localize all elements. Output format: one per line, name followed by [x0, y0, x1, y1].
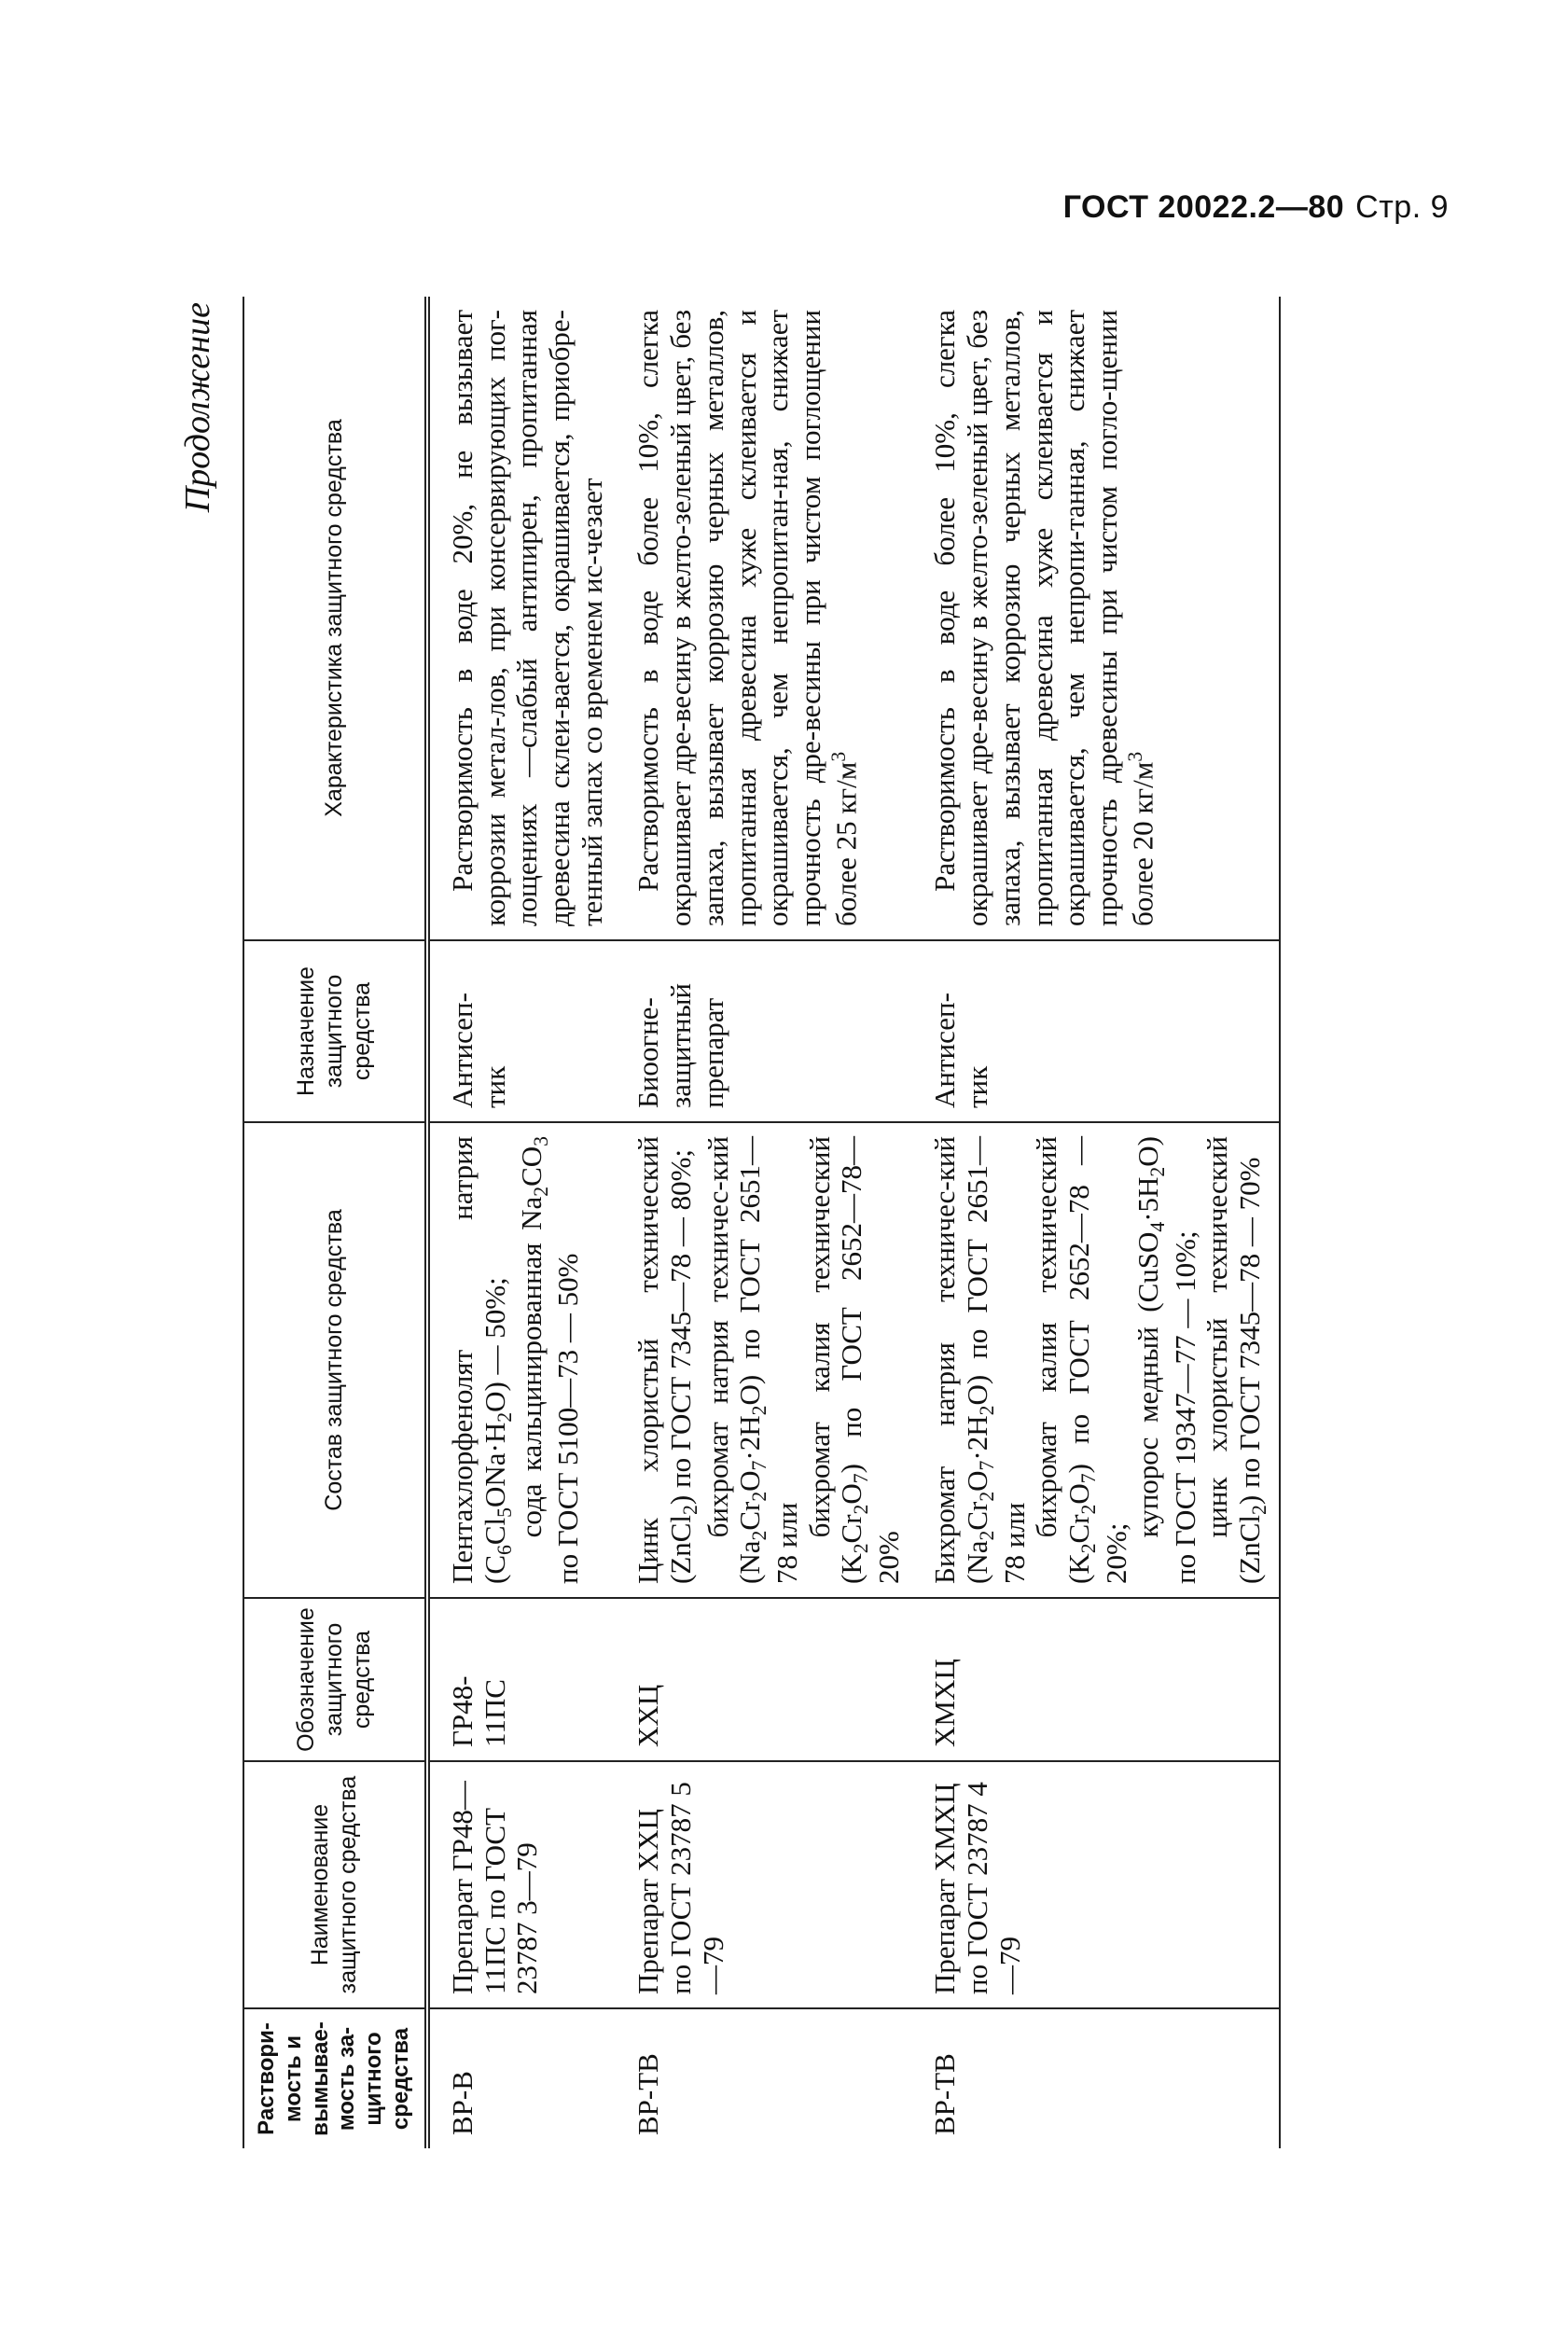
superscript: 3 [1123, 751, 1146, 762]
subscript: 4 [1146, 1221, 1170, 1232]
subscript: 2 [530, 1186, 553, 1197]
cell-characteristic [427, 297, 617, 940]
column-header-designation: Обозначение защитного средства [243, 1598, 427, 1761]
subscript: 2 [748, 1405, 771, 1416]
subscript: 2 [1146, 1166, 1170, 1177]
cell-designation: ХХЦ [616, 1598, 912, 1761]
cell-composition [912, 1122, 1279, 1598]
subscript: 2 [850, 1504, 873, 1515]
subscript: 2 [1077, 1504, 1101, 1515]
subscript: 2 [976, 1530, 999, 1541]
protective-agents-table [243, 297, 1281, 2148]
cell-name: Препарат ХМХЦ по ГОСТ 23787 4—79 [912, 1761, 1279, 2008]
composition-line: сода кальцинированная $Na_2CO_3$ по ГОСТ 5100—73 — 50% [514, 1136, 585, 1584]
composition-line: бихромат калия технический $(K_2Cr_2O_7)$ по ГОСТ 2652—78 — 20%; [1030, 1136, 1132, 1584]
cell-characteristic [912, 297, 1279, 940]
subscript: 6 [493, 1545, 516, 1555]
cell-purpose: Антисеп-тик [912, 940, 1279, 1122]
cell-solubility: ВР-ТВ [631, 2053, 665, 2135]
standard-number: ГОСТ 20022.2—80 [1062, 189, 1345, 225]
composition-line: бихромат натрия техничес-кий $(Na_2Cr_2O_7\cdot 2H_2O)$ по ГОСТ 2651—78 или [701, 1136, 803, 1584]
continuation-label: Продолжение [178, 302, 217, 513]
subscript: 2 [748, 1491, 771, 1502]
table-row [616, 297, 912, 2148]
cell-purpose: Биоогне-защитный препарат [616, 940, 912, 1122]
column-header-purpose: Назначение защитного средства [243, 940, 427, 1122]
table-row [427, 297, 617, 2148]
column-header-name: Наименование защитного средства [243, 1761, 427, 2008]
composition-line: Пентахлорфенолят натрия $(C_6Cl_5ONa\cdot H_2O)$ — 50%; [445, 1136, 516, 1584]
subscript: 7 [1077, 1473, 1101, 1484]
cell-solubility: ВР-ТВ [912, 2008, 1279, 2148]
column-header-characteristic: Характеристика защитного средства [243, 297, 427, 940]
subscript: 2 [1077, 1543, 1101, 1554]
subscript: 7 [976, 1460, 999, 1471]
subscript: 2 [1248, 1505, 1271, 1515]
composition-line: цинк хлористый технический (ZnCl$_2$) по ГОСТ 7345—78 — 70% [1200, 1136, 1271, 1584]
characteristic-text: Растворимость в воде более 10%, слегка окрашивает дре-весину в желто-зеленый цвет, без запаха, вызывает коррозию черных металлов, пропитанная древесина хуже склеивается и окрашивается, чем непропитан-ная, снижает прочность дре-весины при чистом поглощении более 25 $кг/м^3$ [631, 310, 863, 926]
column-header-solubility: Раствори-мость и вымывае-мость за-щитного средства [243, 2008, 427, 2148]
subscript: 2 [976, 1405, 999, 1416]
subscript: 3 [530, 1136, 553, 1146]
cell-name: Препарат ХХЦ по ГОСТ 23787 5—79 [616, 1761, 912, 2008]
subscript: 2 [679, 1505, 702, 1515]
cell-name: Препарат ГР48—11ПС по ГОСТ 23787 3—79 [427, 1761, 617, 2008]
composition-line: Цинк хлористый технический (ZnCl$_2$) по ГОСТ 7345—78 — 80%; [631, 1136, 702, 1584]
page-number: Стр. 9 [1355, 189, 1449, 225]
cell-solubility: ВР-В [445, 2071, 479, 2135]
composition-line: купорос медный $(CuSO_4\cdot 5H_2O)$ по ГОСТ 19347—77 — 10%; [1131, 1136, 1201, 1584]
column-header-composition: Состав защитного средства [243, 1122, 427, 1598]
composition-line: Бихромат натрия техничес-кий $(Na_2Cr_2O_7\cdot 2H_2O)$ по ГОСТ 2651—78 или [928, 1136, 1031, 1584]
composition-line: бихромат калия технический $(K_2Cr_2O_7)$ по ГОСТ 2652—78— 20% [802, 1136, 905, 1584]
cell-designation: ГР48-11ПС [427, 1598, 617, 1761]
table-header-row [243, 297, 427, 2148]
superscript: 3 [826, 751, 850, 762]
cell-composition [616, 1122, 912, 1598]
cell-characteristic [616, 297, 912, 940]
table-row [912, 297, 1279, 2148]
subscript: 7 [850, 1473, 873, 1484]
cell-composition [427, 1122, 617, 1598]
subscript: 2 [493, 1411, 516, 1423]
characteristic-text: Растворимость в воде 20%, не вызывает коррозии метал-лов, при консервирующих пог-лощениях —слабый антипирен, пропитанная древесина склеи-вается, окрашивается, приобре-тенный запах со временем ис-чезает [445, 310, 608, 926]
subscript: 2 [976, 1491, 999, 1502]
subscript: 2 [748, 1530, 771, 1541]
page-header [1063, 189, 1449, 226]
subscript: 2 [850, 1543, 873, 1554]
subscript: 7 [748, 1460, 771, 1471]
cell-purpose: Антисеп-тик [427, 940, 617, 1122]
rotated-table-block [177, 297, 1464, 2148]
subscript: 5 [493, 1507, 516, 1518]
cell-designation: ХМХЦ [912, 1598, 1279, 1761]
characteristic-text: Растворимость в воде более 10%, слегка окрашивает дре-весину в желто-зеленый цвет, без запаха, вызывает коррозию черных металлов, пропитанная древесина хуже склеивается и окрашивается, чем непропи-танная, снижает прочность древесины при чистом погло-щении более 20 $кг/м^3$ [928, 310, 1159, 926]
